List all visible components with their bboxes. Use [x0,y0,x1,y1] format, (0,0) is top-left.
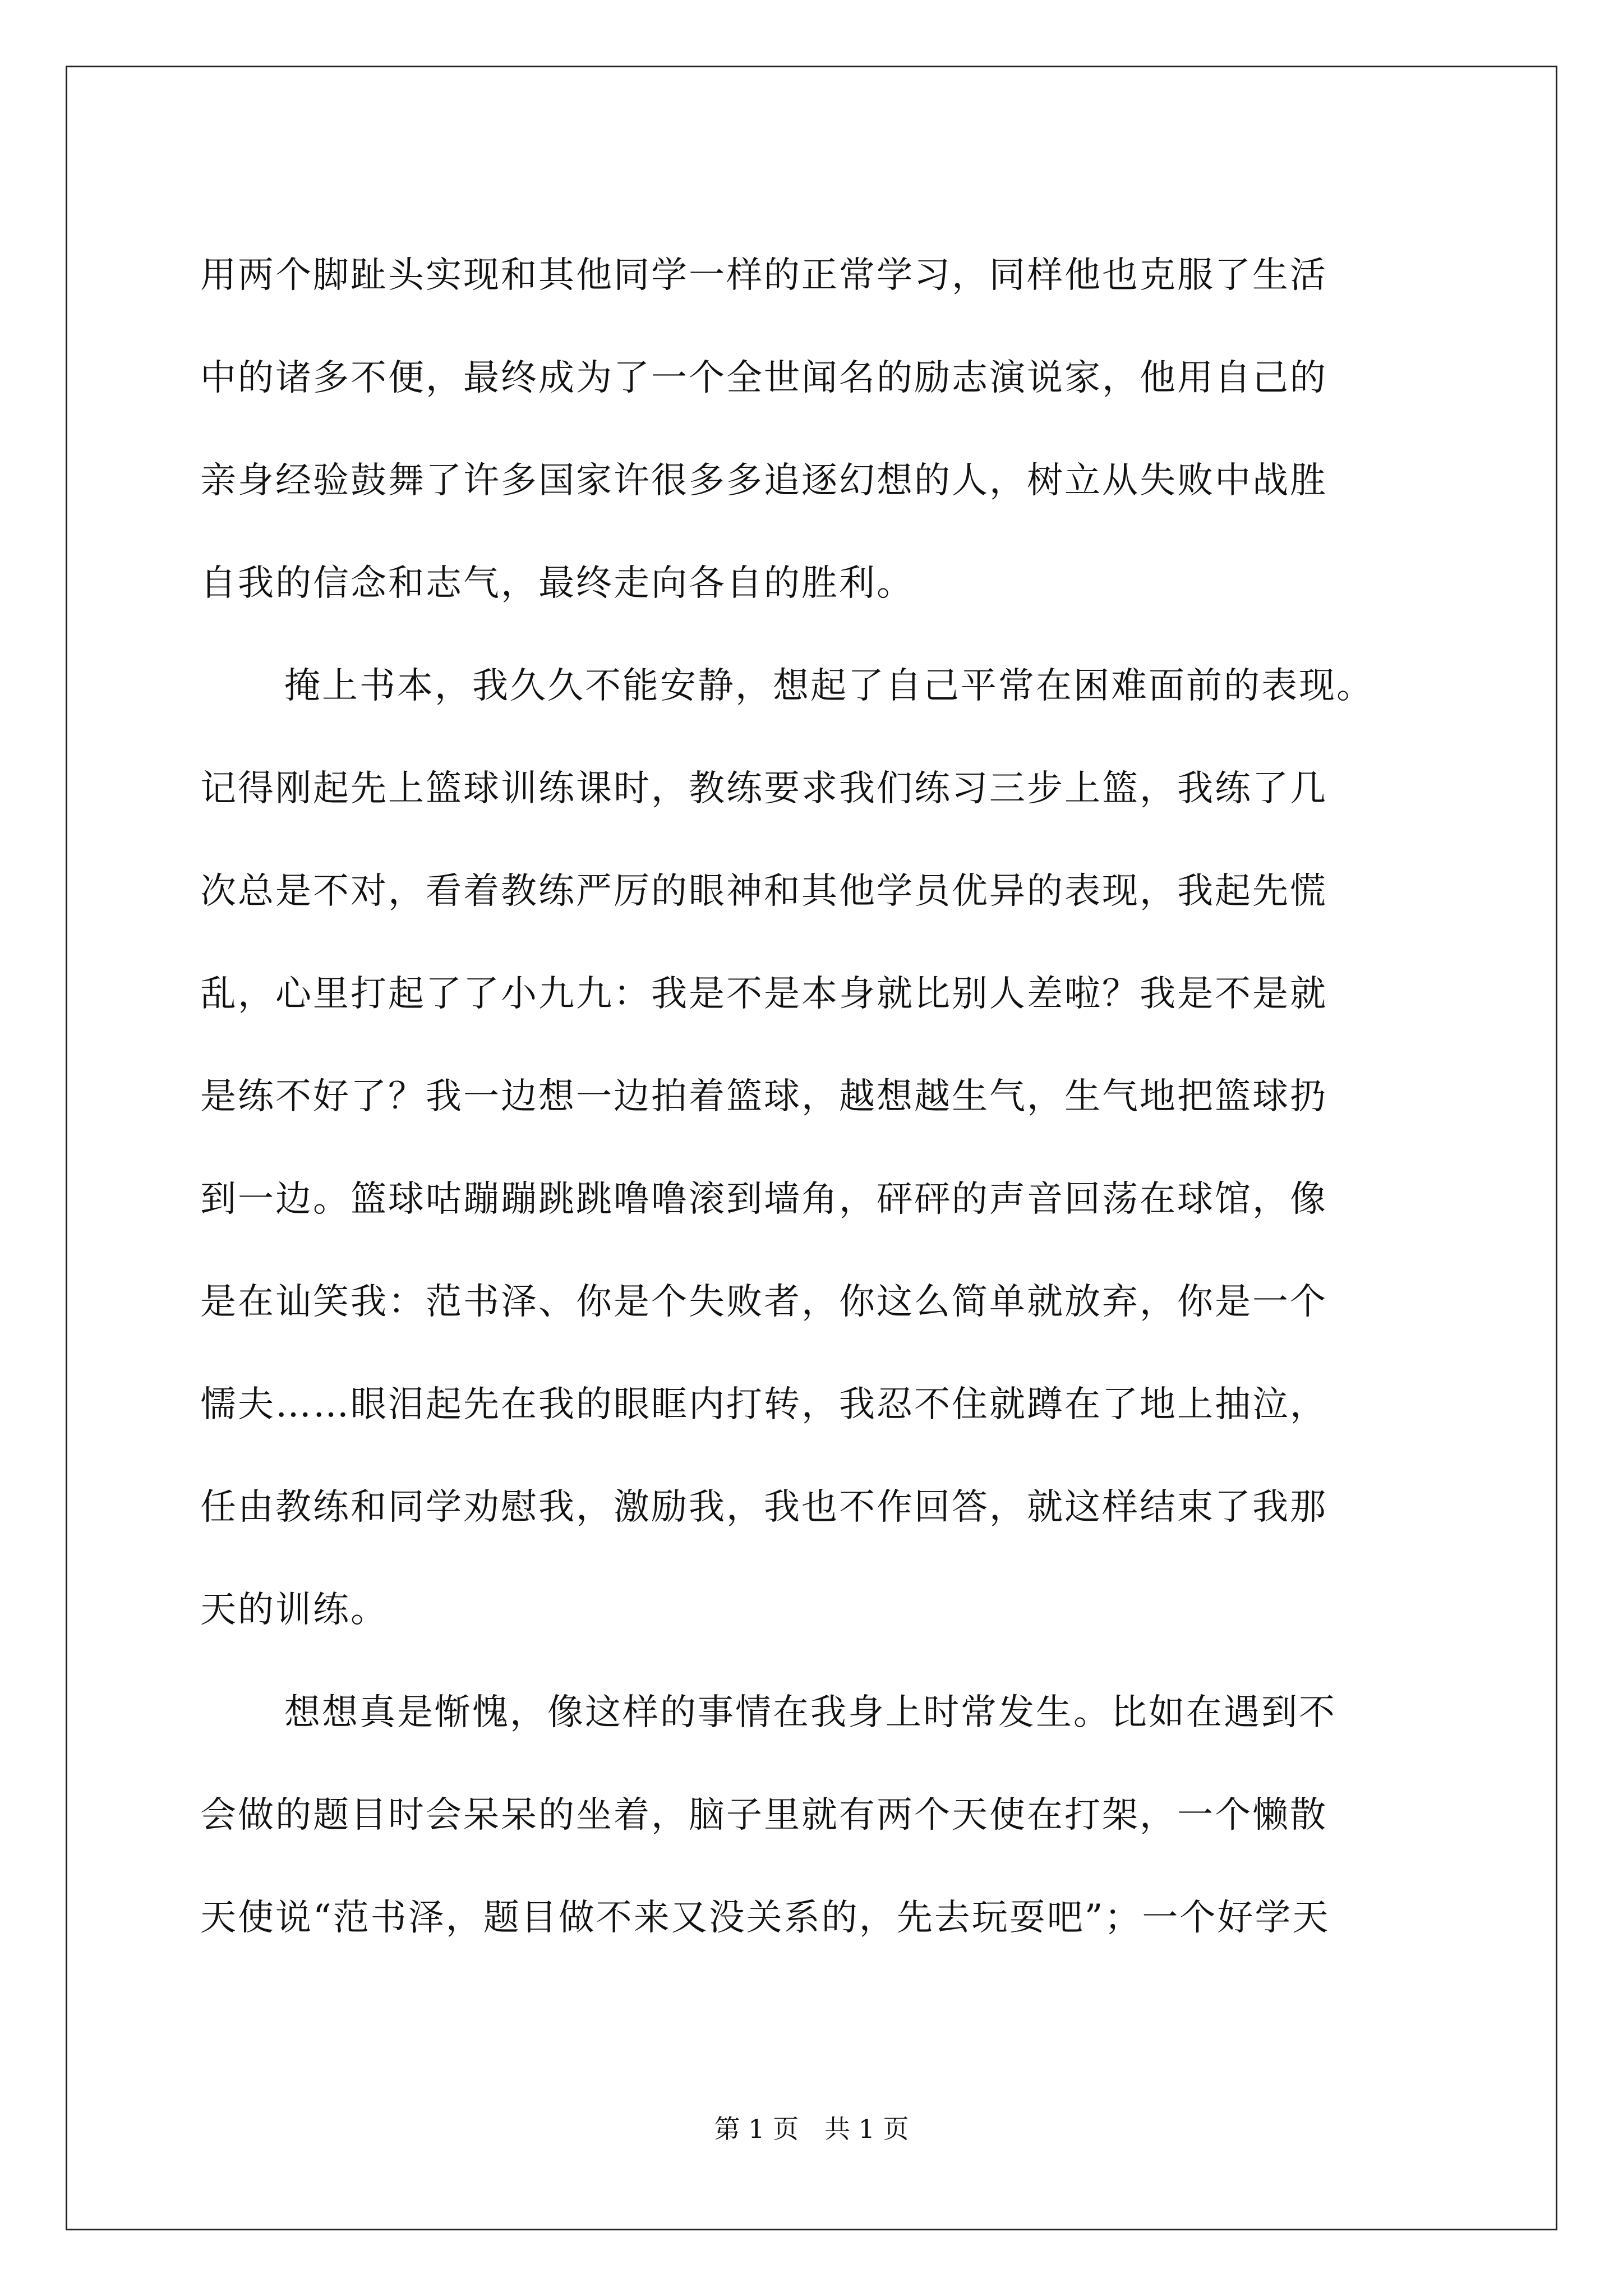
document-body [200,224,1440,1970]
page-footer: 第 1 页 共 1 页 [714,2114,909,2144]
text-line: 中的诸多不便，最终成为了一个全世闻名的励志演说家，他用自己的 [200,357,1327,399]
text-line: 自我的信念和志气，最终走向各自的胜利。 [200,563,914,604]
text-line: 亲身经验鼓舞了许多国家许很多多追逐幻想的人，树立从失败中战胜 [200,460,1327,501]
text-line: 记得刚起先上篮球训练课时，教练要求我们练习三步上篮，我练了几 [200,768,1327,809]
text-line: 到一边。篮球咕蹦蹦跳跳噜噜滚到墙角，砰砰的声音回荡在球馆，像 [200,1179,1327,1220]
text-line: 懦夫……眼泪起先在我的眼眶内打转，我忍不住就蹲在了地上抽泣， [200,1384,1327,1425]
text-line: 天的训练。 [200,1589,388,1631]
text-line: 任由教练和同学劝慰我，激励我，我也不作回答，就这样结束了我那 [200,1487,1327,1528]
text-line: 想想真是惭愧，像这样的事情在我身上时常发生。比如在遇到不 [284,1692,1336,1733]
text-line: 是在讪笑我：范书泽、你是个失败者，你这么简单就放弃，你是一个 [200,1281,1327,1323]
text-line: 乱，心里打起了了小九九：我是不是本身就比别人差啦？我是不是就 [200,973,1327,1015]
text-line: 掩上书本，我久久不能安静，想起了自己平常在困难面前的表现。 [284,665,1374,707]
text-line: 次总是不对，看着教练严厉的眼神和其他学员优异的表现，我起先慌 [200,871,1327,912]
text-line: 是练不好了？我一边想一边拍着篮球，越想越生气，生气地把篮球扔 [200,1076,1327,1117]
text-line: 天使说“范书泽，题目做不来又没关系的，先去玩耍吧”；一个好学天 [200,1897,1330,1939]
text-line: 会做的题目时会呆呆的坐着，脑子里就有两个天使在打架，一个懒散 [200,1795,1327,1836]
text-line: 用两个脚趾头实现和其他同学一样的正常学习，同样他也克服了生活 [200,255,1327,296]
